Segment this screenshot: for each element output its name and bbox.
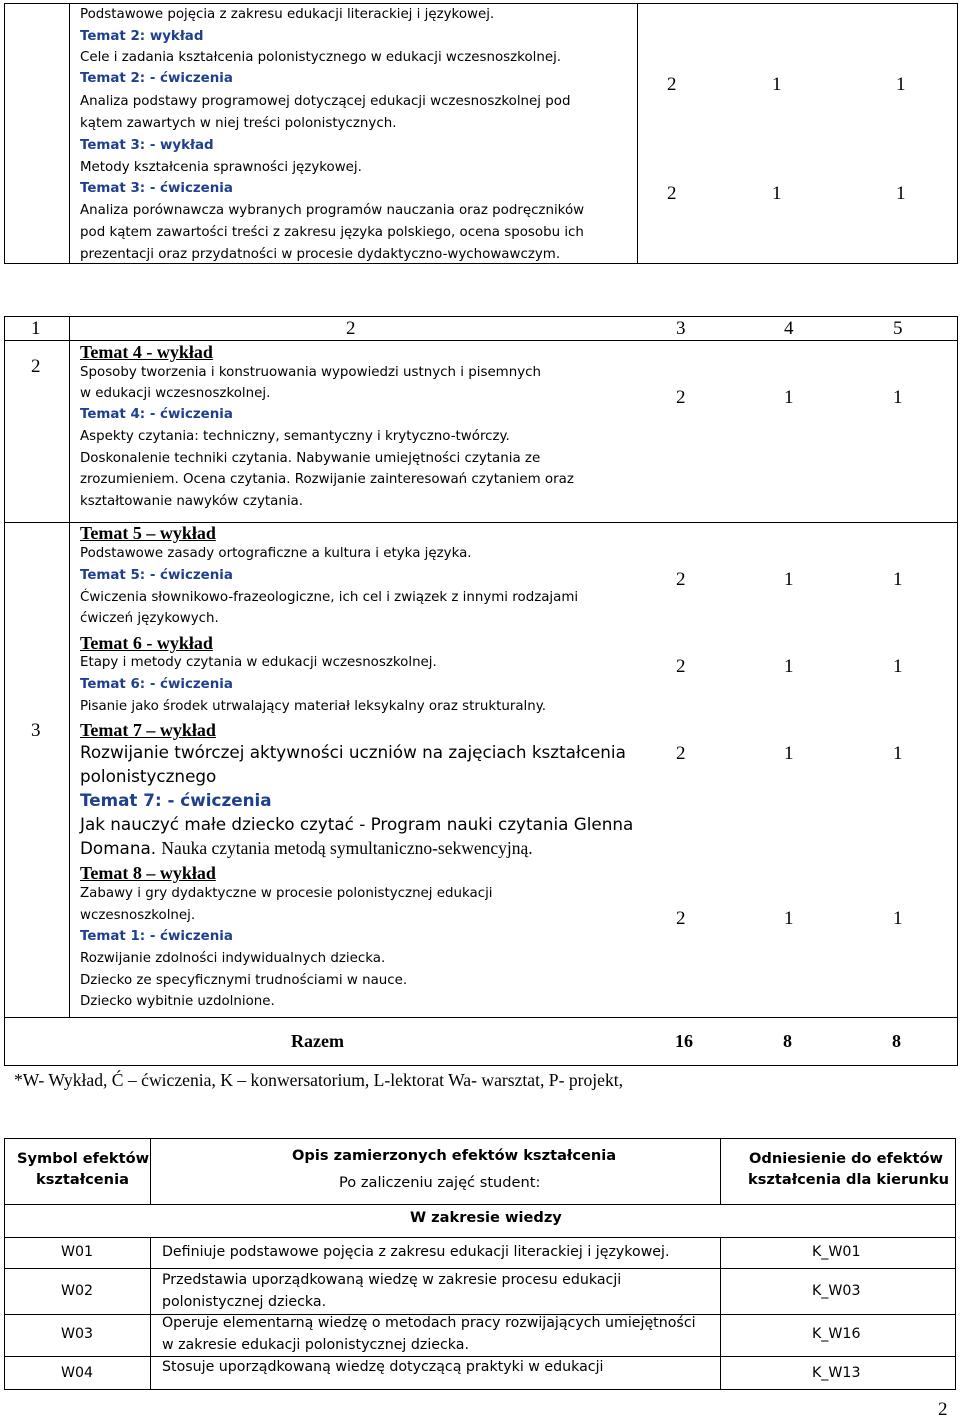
topic-line: Sposoby tworzenia i konstruowania wypowiedzi ustnych i pisemnych: [80, 365, 541, 380]
header-reference: kształcenia dla kierunku: [748, 1171, 950, 1188]
topic-heading: Temat 2: wykład: [80, 29, 204, 44]
column-header: 1: [31, 318, 41, 339]
topic-line-part: Domana.: [80, 838, 162, 858]
topic-heading: Temat 1: - ćwiczenia: [80, 929, 233, 944]
topic-line: Doskonalenie techniki czytania. Nabywanie umiejętności czytania ze: [80, 451, 541, 466]
effect-description: polonistycznej dziecka.: [162, 1294, 327, 1310]
topic-line: ćwiczeń językowych.: [80, 611, 219, 626]
column-header: 5: [893, 318, 903, 339]
topic-heading: Temat 4 - wykład: [80, 342, 213, 362]
topic-heading: Temat 6: - ćwiczenia: [80, 677, 233, 692]
hours-other: 1: [896, 183, 906, 204]
semester-number: 2: [31, 356, 41, 377]
total-lecture: 16: [675, 1031, 693, 1051]
table1-line: Podstawowe pojęcia z zakresu edukacji literackiej i językowej.: [80, 7, 495, 22]
total-exercise: 8: [783, 1031, 792, 1051]
topic-line: wczesnoszkolnej.: [80, 908, 196, 923]
topic-line: [80, 840, 533, 858]
topic-heading: Temat 5 – wykład: [80, 523, 216, 543]
topic-line: Jak nauczyć małe dziecko czytać - Program nauki czytania Glenna: [80, 814, 634, 834]
topic-heading: Temat 7: - ćwiczenia: [80, 790, 272, 810]
effect-symbol: W02: [61, 1283, 94, 1299]
topic-heading: Temat 8 – wykład: [80, 863, 216, 883]
hours-exercise: 1: [784, 569, 794, 590]
semester-number: 3: [31, 720, 41, 741]
table1-line: kątem zawartych w niej treści polonistycznych.: [80, 116, 397, 131]
effect-reference: K_W03: [812, 1283, 861, 1299]
header-description: Opis zamierzonych efektów kształcenia: [292, 1147, 617, 1164]
topic-line: Aspekty czytania: techniczny, semantyczny i krytyczno-twórczy.: [80, 429, 510, 444]
hours-lecture: 2: [676, 569, 686, 590]
header-symbol: kształcenia: [36, 1171, 129, 1188]
effect-reference: K_W01: [812, 1244, 861, 1260]
header-subtitle: Po zaliczeniu zajęć student:: [339, 1174, 541, 1191]
page-number: 2: [938, 1399, 948, 1420]
hours-other: 1: [896, 74, 906, 95]
hours-other: 1: [893, 743, 903, 764]
topic-line: Podstawowe zasady ortograficzne a kultura i etyka języka.: [80, 546, 472, 561]
section-title: W zakresie wiedzy: [410, 1209, 562, 1226]
header-reference: Odniesienie do efektów: [749, 1150, 943, 1167]
effect-symbol: W04: [61, 1365, 94, 1381]
topic-line: Dziecko ze specyficznymi trudnościami w nauce.: [80, 973, 408, 988]
hours-lecture: 2: [667, 74, 677, 95]
effect-symbol: W01: [61, 1244, 94, 1260]
topic-heading: Temat 4: - ćwiczenia: [80, 407, 233, 422]
topic-line: Zabawy i gry dydaktyczne w procesie polonistycznej edukacji: [80, 886, 493, 901]
table1-line: Metody kształcenia sprawności językowej.: [80, 160, 362, 175]
topic-heading: Temat 5: - ćwiczenia: [80, 568, 233, 583]
table1-line: Analiza porównawcza wybranych programów nauczania oraz podręczników: [80, 203, 585, 218]
header-symbol: Symbol efektów: [17, 1150, 150, 1167]
effect-description: w zakresie edukacji polonistycznej dziecka.: [162, 1337, 469, 1353]
column-header: 4: [784, 318, 794, 339]
table1-line: Analiza podstawy programowej dotyczącej edukacji wczesnoszkolnej pod: [80, 94, 571, 109]
effect-description: Stosuje uporządkowaną wiedzę dotyczącą praktyki w edukacji: [162, 1359, 604, 1375]
hours-other: 1: [893, 908, 903, 929]
hours-exercise: 1: [772, 74, 782, 95]
total-label: Razem: [291, 1031, 344, 1051]
hours-exercise: 1: [784, 908, 794, 929]
effect-reference: K_W13: [812, 1365, 861, 1381]
legend-note: *W- Wykład, Ć – ćwiczenia, K – konwersatorium, L-lektorat Wa- warsztat, P- projekt,: [14, 1070, 624, 1090]
topic-line: zrozumieniem. Ocena czytania. Rozwijanie zainteresowań czytaniem oraz: [80, 472, 574, 487]
hours-exercise: 1: [772, 183, 782, 204]
topic-line: w edukacji wczesnoszkolnej.: [80, 386, 271, 401]
effect-description: Operuje elementarną wiedzę o metodach pracy rozwijających umiejętności: [162, 1315, 696, 1331]
hours-exercise: 1: [784, 387, 794, 408]
topic-heading: Temat 6 - wykład: [80, 633, 213, 653]
hours-other: 1: [893, 569, 903, 590]
effect-description: Definiuje podstawowe pojęcia z zakresu edukacji literackiej i językowej.: [162, 1244, 670, 1260]
effect-symbol: W03: [61, 1326, 94, 1342]
topic-heading: Temat 3: - ćwiczenia: [80, 181, 233, 196]
hours-other: 1: [893, 656, 903, 677]
topic-line: Etapy i metody czytania w edukacji wczesnoszkolnej.: [80, 655, 437, 670]
topic-heading: Temat 7 – wykład: [80, 720, 216, 740]
topic-heading: Temat 2: - ćwiczenia: [80, 71, 233, 86]
hours-lecture: 2: [676, 656, 686, 677]
topic-line: Pisanie jako środek utrwalający materiał leksykalny oraz strukturalny.: [80, 699, 547, 714]
topic-line: Dziecko wybitnie uzdolnione.: [80, 994, 275, 1009]
hours-lecture: 2: [667, 183, 677, 204]
effect-description: Przedstawia uporządkowaną wiedzę w zakresie procesu edukacji: [162, 1272, 622, 1288]
topic-line: Rozwijanie twórczej aktywności uczniów na zajęciach kształcenia: [80, 742, 626, 762]
hours-lecture: 2: [676, 908, 686, 929]
total-other: 8: [892, 1031, 901, 1051]
topic-line-part: Nauka czytania metodą symultaniczno-sekwencyjną.: [161, 838, 533, 858]
table1-line: pod kątem zawartości treści z zakresu języka polskiego, ocena sposobu ich: [80, 225, 584, 240]
topic-heading: Temat 3: - wykład: [80, 138, 214, 153]
column-header: 3: [676, 318, 686, 339]
topic-line: polonistycznego: [80, 766, 217, 786]
hours-exercise: 1: [784, 656, 794, 677]
hours-exercise: 1: [784, 743, 794, 764]
topic-line: kształtowanie nawyków czytania.: [80, 494, 304, 509]
hours-other: 1: [893, 387, 903, 408]
effect-reference: K_W16: [812, 1326, 861, 1342]
topic-line: Ćwiczenia słownikowo-frazeologiczne, ich cel i związek z innymi rodzajami: [80, 590, 579, 605]
table1-line: prezentacji oraz przydatności w procesie dydaktyczno-wychowawczym.: [80, 247, 561, 262]
hours-lecture: 2: [676, 387, 686, 408]
column-header: 2: [346, 318, 356, 339]
topic-line: Rozwijanie zdolności indywidualnych dziecka.: [80, 951, 386, 966]
table1-line: Cele i zadania kształcenia polonistycznego w edukacji wczesnoszkolnej.: [80, 50, 562, 65]
hours-lecture: 2: [676, 743, 686, 764]
